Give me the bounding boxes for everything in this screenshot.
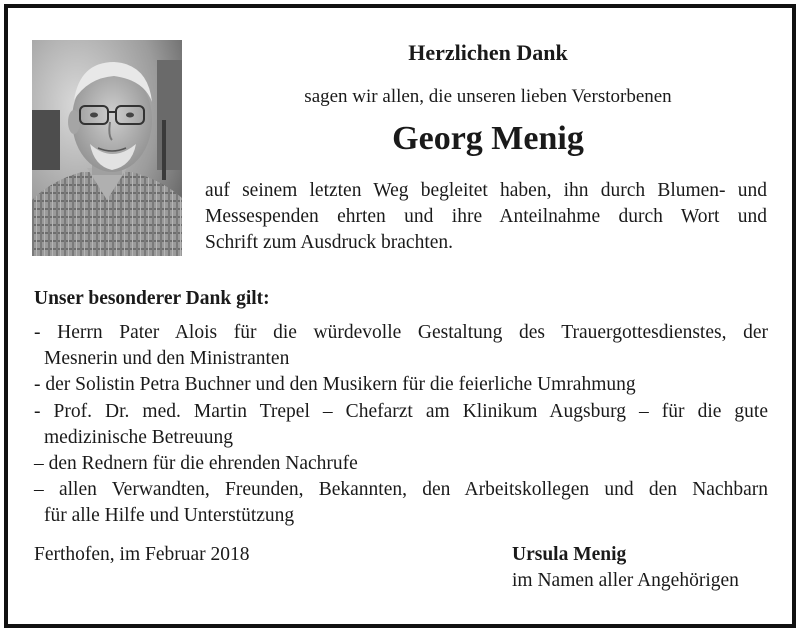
thanks-line: - Prof. Dr. med. Martin Trepel – Chefarzt am Klinikum Augsburg – für die gute bbox=[34, 400, 768, 422]
special-thanks-title: Unser besonderer Dank gilt: bbox=[34, 288, 270, 309]
notice-subline: sagen wir allen, die unseren lieben Verstorbenen bbox=[304, 86, 672, 107]
intro-paragraph bbox=[205, 178, 767, 256]
thanks-line: – den Rednern für die ehrenden Nachrufe bbox=[34, 453, 358, 475]
thanks-line: medizinische Betreuung bbox=[44, 426, 233, 448]
intro-line: Schrift zum Ausdruck brachten. bbox=[205, 232, 454, 253]
notice-heading: Herzlichen Dank bbox=[408, 40, 568, 65]
thanks-line: - der Solistin Petra Buchner und den Musikern für die feierliche Umrahmung bbox=[34, 374, 636, 396]
intro-line: Messespenden ehrten und ihre Anteilnahme durch Wort und bbox=[205, 206, 767, 227]
thanks-line: – allen Verwandten, Freunden, Bekannten, den Arbeitskollegen und den Nachbarn bbox=[34, 479, 768, 501]
special-thanks-list bbox=[34, 320, 768, 530]
thanks-line: für alle Hilfe und Unterstützung bbox=[44, 505, 295, 527]
thanks-line: - Herrn Pater Alois für die würdevolle Gestaltung des Trauergottesdienstes, der bbox=[34, 322, 768, 343]
signer-note: im Namen aller Angehörigen bbox=[512, 570, 739, 591]
portrait-photo bbox=[32, 40, 182, 256]
intro-line: auf seinem letzten Weg begleitet haben, ihn durch Blumen- und bbox=[205, 180, 767, 201]
thanks-line: Mesnerin und den Ministranten bbox=[44, 348, 290, 370]
deceased-name: Georg Menig bbox=[392, 120, 584, 157]
signer-name: Ursula Menig bbox=[512, 544, 627, 565]
place-date: Ferthofen, im Februar 2018 bbox=[34, 544, 250, 565]
